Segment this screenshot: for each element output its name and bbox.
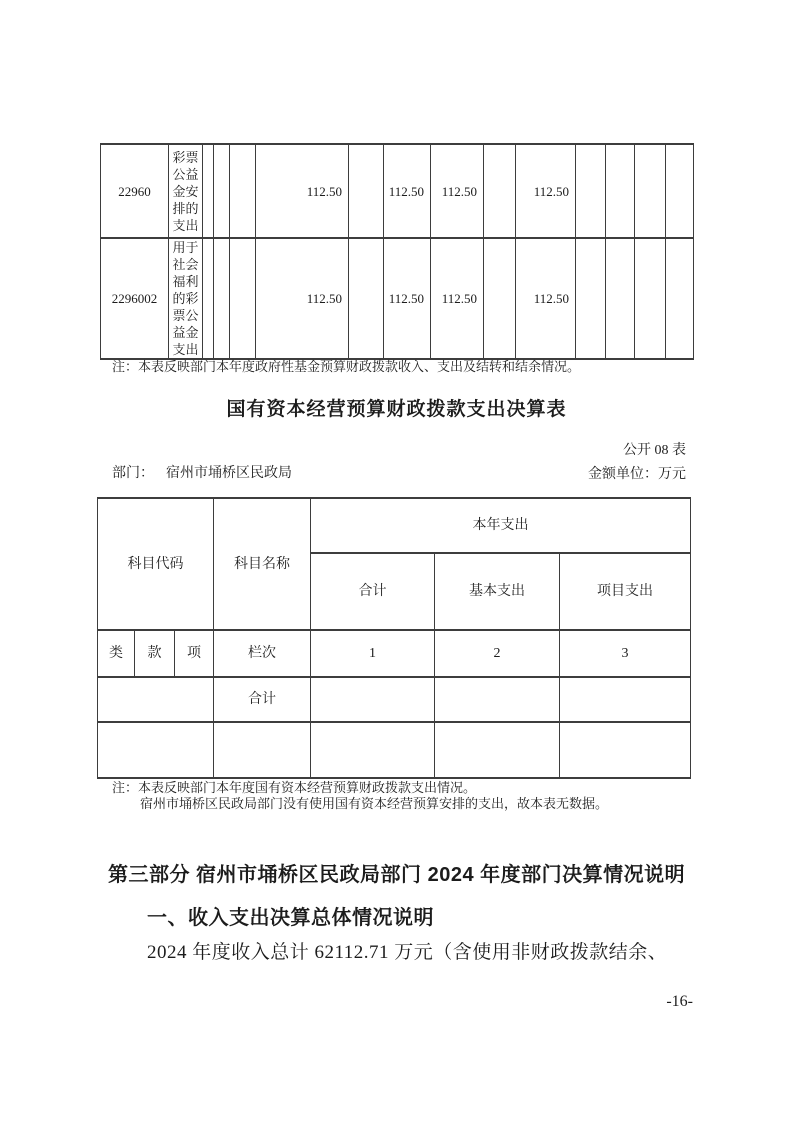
empty-cell <box>349 238 384 359</box>
total-label-cell: 合计 <box>214 677 311 722</box>
empty-cell <box>606 144 635 238</box>
page-number: -16- <box>666 993 693 1010</box>
empty-code-cell <box>98 722 214 778</box>
subject-name-cell: 彩票公益金安排的支出 <box>169 144 203 238</box>
empty-name-cell <box>214 722 311 778</box>
header-row <box>98 498 691 553</box>
value-cell: 112.50 <box>431 238 484 359</box>
class-cell: 类 <box>98 630 135 677</box>
empty-cell <box>214 238 230 359</box>
value-cell: 112.50 <box>256 144 349 238</box>
empty-cell <box>214 144 230 238</box>
total-row <box>98 677 691 722</box>
subject-name-header: 科目名称 <box>214 498 311 630</box>
department-name: 宿州市埇桥区民政局 <box>166 466 292 481</box>
column-1-cell: 1 <box>311 630 435 677</box>
value-cell: 112.50 <box>516 144 576 238</box>
report-title: 国有资本经营预算财政拨款支出决算表 <box>226 399 567 420</box>
value-cell: 112.50 <box>516 238 576 359</box>
value-cell: 112.50 <box>431 144 484 238</box>
table2-note-line2: 宿州市埇桥区民政局部门没有使用国有资本经营预算安排的支出，故本表无数据。 <box>140 795 609 811</box>
empty-cell <box>484 238 516 359</box>
subject-code-cell: 22960 <box>101 144 169 238</box>
table2-note-line1: 注：本表反映部门本年度国有资本经营预算财政拨款支出情况。 <box>112 780 477 795</box>
basic-value-cell <box>435 677 560 722</box>
amount-unit-label: 金额单位：万元 <box>588 467 686 482</box>
empty-cell <box>203 144 214 238</box>
empty-cell <box>635 238 666 359</box>
table-row <box>101 238 694 359</box>
table2-notes <box>112 780 692 811</box>
empty-project-cell <box>560 722 691 778</box>
empty-cell <box>635 144 666 238</box>
empty-cell <box>576 144 606 238</box>
table1-note: 注：本表反映部门本年度政府性基金预算财政拨款收入、支出及结转和结余情况。 <box>112 359 581 374</box>
column-index-row <box>98 630 691 677</box>
empty-basic-cell <box>435 722 560 778</box>
column-label-cell: 栏次 <box>214 630 311 677</box>
project-value-cell <box>560 677 691 722</box>
column-3-cell: 3 <box>560 630 691 677</box>
empty-cell <box>606 238 635 359</box>
value-cell: 112.50 <box>384 144 431 238</box>
empty-cell <box>230 144 256 238</box>
table-row <box>101 144 694 238</box>
empty-cell <box>349 144 384 238</box>
table-number-label: 公开 08 表 <box>623 443 686 458</box>
empty-row <box>98 722 691 778</box>
body-paragraph: 2024 年度收入总计 62112.71 万元（含使用非财政拨款结余、 <box>147 942 668 963</box>
subject-code-cell: 2296002 <box>101 238 169 359</box>
empty-cell <box>666 238 694 359</box>
part-three-heading: 第三部分 宿州市埇桥区民政局部门 2024 年度部门决算情况说明 <box>108 864 686 886</box>
value-cell: 112.50 <box>384 238 431 359</box>
current-year-expenditure-header: 本年支出 <box>311 498 691 553</box>
total-header: 合计 <box>311 553 435 630</box>
column-2-cell: 2 <box>435 630 560 677</box>
department-label: 部门： <box>112 466 154 481</box>
subject-code-header: 科目代码 <box>98 498 214 630</box>
empty-cell <box>230 238 256 359</box>
section-cell: 款 <box>135 630 175 677</box>
department-line <box>112 462 292 482</box>
empty-total-cell <box>311 722 435 778</box>
basic-expenditure-header: 基本支出 <box>435 553 560 630</box>
empty-cell <box>576 238 606 359</box>
project-expenditure-header: 项目支出 <box>560 553 691 630</box>
budget-fragment-table <box>100 143 694 360</box>
empty-cell <box>484 144 516 238</box>
value-cell: 112.50 <box>256 238 349 359</box>
subject-name-cell: 用于社会福利的彩票公益金支出 <box>169 238 203 359</box>
empty-code-cell <box>98 677 214 722</box>
expenditure-table <box>97 497 691 779</box>
empty-cell <box>203 238 214 359</box>
item-cell: 项 <box>175 630 214 677</box>
section-one-heading: 一、收入支出决算总体情况说明 <box>147 907 434 929</box>
empty-cell <box>666 144 694 238</box>
total-value-cell <box>311 677 435 722</box>
